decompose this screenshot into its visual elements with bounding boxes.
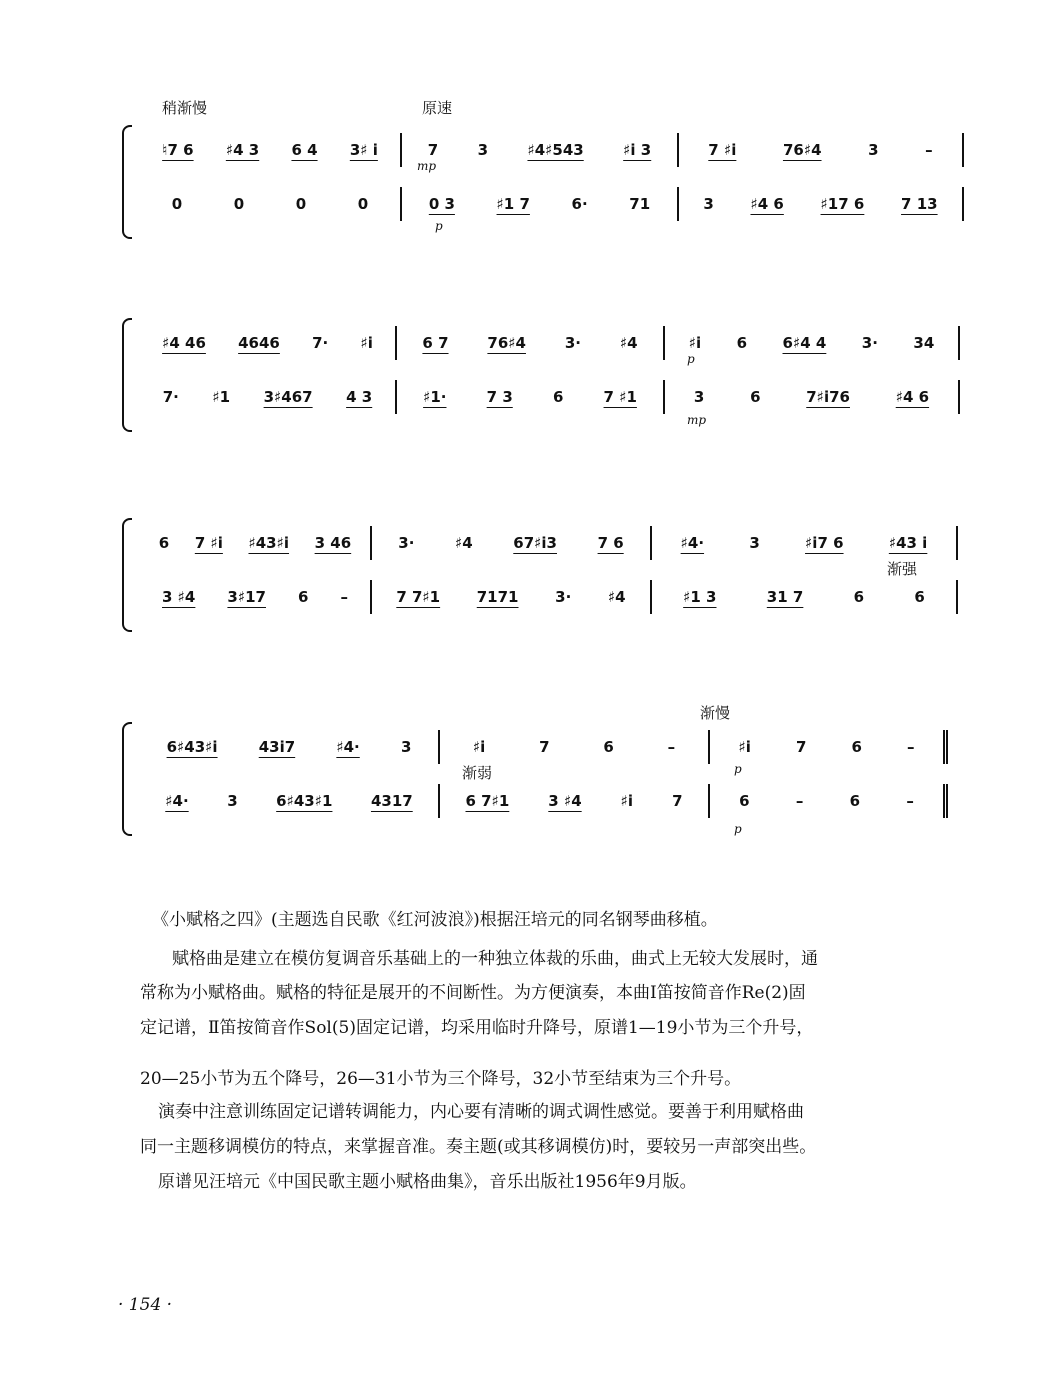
note-group: 0 xyxy=(233,195,245,213)
note-group: 7 13 xyxy=(901,195,938,213)
note-group: ♯17 6 xyxy=(820,195,865,213)
measure xyxy=(679,133,964,167)
measure xyxy=(402,133,679,167)
note-group: 6♯43♯i xyxy=(166,738,218,756)
note-group: 7 7♯1 xyxy=(396,588,441,606)
measure xyxy=(710,730,948,764)
note-group: 7 6 xyxy=(597,534,624,552)
note-group: ♯1 xyxy=(212,388,231,406)
dynamic-marking: mp xyxy=(417,159,437,173)
measure xyxy=(710,784,948,818)
measure xyxy=(140,380,397,414)
tempo-marking: 渐强 xyxy=(887,560,918,578)
measure xyxy=(665,380,960,414)
dynamic-marking: mp xyxy=(687,413,707,427)
note-group: 6 xyxy=(158,534,170,552)
note-group: ♯4· xyxy=(336,738,360,756)
note-group: 3 xyxy=(749,534,760,552)
score-system xyxy=(122,704,948,836)
note-group: – xyxy=(925,141,933,159)
note-group: 76♯4 xyxy=(487,334,526,352)
note-group: 3♯17 xyxy=(227,588,266,606)
note-group: ♯i 3 xyxy=(623,141,652,159)
note-group: 6 4 xyxy=(291,141,318,159)
system-bracket xyxy=(122,125,132,239)
note-group: ♯43 i xyxy=(888,534,928,552)
text-line: 《小赋格之四》(主题选自民歌《红河波浪》)根据汪培元的同名钢琴曲移植。 xyxy=(152,910,718,930)
tempo-marking: 渐弱 xyxy=(462,764,493,782)
text-line: 演奏中注意训练固定记谱转调能力，内心要有清晰的调式调性感觉。要善于利用赋格曲 xyxy=(158,1102,804,1122)
note-group: ♮7 6 xyxy=(162,141,194,159)
note-group: 7♯i76 xyxy=(806,388,850,406)
note-group: 7 ♯i xyxy=(194,534,223,552)
text-line: 赋格曲是建立在模仿复调音乐基础上的一种独立体裁的乐曲，曲式上无较大发展时，通 xyxy=(172,949,818,969)
note-group: ♯4· xyxy=(165,792,189,810)
text-line: 定记谱，Ⅱ笛按简音作Sol(5)固定记谱，均采用临时升降号，原谱1—19小节为三个升号， xyxy=(140,1018,814,1038)
note-group: 3 46 xyxy=(314,534,352,552)
note-group: ♯4 xyxy=(619,334,638,352)
note-group: 3 xyxy=(868,141,879,159)
tempo-marking: 原速 xyxy=(422,99,453,117)
note-group: 4 3 xyxy=(346,388,373,406)
note-group: 7· xyxy=(312,334,329,352)
lower-voice-staff xyxy=(140,380,960,414)
score-system xyxy=(122,99,964,235)
note-group: 7 xyxy=(539,738,550,756)
note-group: 34 xyxy=(913,334,935,352)
note-group: ♯4 6 xyxy=(750,195,784,213)
note-group: ♯i xyxy=(688,334,702,352)
lower-voice-staff xyxy=(140,580,958,614)
upper-voice-staff xyxy=(140,526,958,560)
note-group: ♯i xyxy=(472,738,486,756)
note-group: 7 3 xyxy=(486,388,513,406)
note-group: 6 xyxy=(736,334,748,352)
note-group: 0 xyxy=(171,195,183,213)
measure xyxy=(140,526,372,560)
note-group: ♯4· xyxy=(680,534,705,552)
dynamic-marking: p xyxy=(734,822,742,836)
note-group: 6 7 xyxy=(422,334,449,352)
note-group: 43i7 xyxy=(258,738,296,756)
note-group: 7171 xyxy=(476,588,519,606)
note-group: 7 xyxy=(795,738,807,756)
measure xyxy=(679,187,964,221)
note-group: ♯i xyxy=(738,738,751,756)
note-group: 71 xyxy=(629,195,651,213)
note-group: 3♯467 xyxy=(263,388,313,406)
note-group: ♯i7 6 xyxy=(805,534,844,552)
dynamic-marking: p xyxy=(435,219,443,233)
score-system xyxy=(122,518,958,628)
note-group: 3 xyxy=(227,792,238,810)
note-group: 7 xyxy=(427,141,439,159)
measure xyxy=(397,380,665,414)
measure xyxy=(397,326,665,360)
note-group: 7· xyxy=(162,388,179,406)
measure xyxy=(140,187,402,221)
note-group: ♯43♯i xyxy=(248,534,290,552)
note-group: 3 ♯4 xyxy=(548,792,582,810)
note-group: 76♯4 xyxy=(782,141,822,159)
note-group: ♯4 3 xyxy=(225,141,260,159)
note-group: 6 xyxy=(552,388,564,406)
measure xyxy=(140,326,397,360)
note-group: 6 xyxy=(750,388,761,406)
note-group: 6 7♯1 xyxy=(465,792,510,810)
measure xyxy=(440,730,710,764)
note-group: 7 xyxy=(672,792,683,810)
note-group: ♯1 3 xyxy=(683,588,717,606)
note-group: 6♯43♯1 xyxy=(276,792,333,810)
note-group: 3· xyxy=(564,334,581,352)
note-group: 6 xyxy=(739,792,750,810)
measure xyxy=(372,526,652,560)
measure xyxy=(402,187,679,221)
note-group: ♯1· xyxy=(423,388,447,406)
note-group: 3· xyxy=(861,334,878,352)
text-line: 同一主题移调模仿的特点，来掌握音准。奏主题(或其移调模仿)时，要较另一声部突出些。 xyxy=(140,1137,817,1157)
measure xyxy=(665,326,960,360)
note-group: 31 7 xyxy=(766,588,804,606)
note-group: 3 xyxy=(400,738,412,756)
page-number: · 154 · xyxy=(118,1295,173,1315)
note-group: 6 xyxy=(603,738,614,756)
measure xyxy=(440,784,710,818)
text-line: 常称为小赋格曲。赋格的特征是展开的不间断性。为方便演奏，本曲Ⅰ笛按简音作Re(2)固 xyxy=(140,983,806,1003)
measure xyxy=(140,133,402,167)
note-group: 6 xyxy=(849,792,861,810)
note-group: 3 xyxy=(693,388,705,406)
note-group: – xyxy=(906,792,914,810)
measure xyxy=(652,526,958,560)
lower-voice-staff xyxy=(140,187,964,221)
tempo-marking: 渐慢 xyxy=(700,704,731,722)
note-group: ♯4 xyxy=(607,588,626,606)
note-group: 7 ♯i xyxy=(708,141,737,159)
text-line: 原谱见汪培元《中国民歌主题小赋格曲集》，音乐出版社1956年9月版。 xyxy=(158,1172,697,1192)
note-group: – xyxy=(667,738,676,756)
note-group: 0 3 xyxy=(428,195,455,213)
system-bracket xyxy=(122,518,132,632)
upper-voice-staff xyxy=(140,133,964,167)
note-group: 0 xyxy=(295,195,307,213)
note-group: 6· xyxy=(571,195,588,213)
note-group: – xyxy=(795,792,804,810)
note-group: 3 xyxy=(477,141,489,159)
note-group: ♯4 46 xyxy=(162,334,206,352)
note-group: ♯1 7 xyxy=(496,195,530,213)
score-system xyxy=(122,318,960,428)
measure xyxy=(372,580,652,614)
dynamic-marking: p xyxy=(734,762,742,776)
upper-voice-staff xyxy=(140,326,960,360)
note-group: 67♯i3 xyxy=(513,534,557,552)
note-group: 3· xyxy=(555,588,572,606)
note-group: ♯i xyxy=(360,334,373,352)
note-group: 3♯ i xyxy=(349,141,378,159)
note-group: ♯4 xyxy=(455,534,473,552)
note-group: – xyxy=(906,738,915,756)
note-group: 6♯4 4 xyxy=(782,334,827,352)
note-group: 3· xyxy=(398,534,415,552)
note-group: – xyxy=(340,588,348,606)
note-group: 6 xyxy=(914,588,925,606)
note-group: 3 xyxy=(703,195,714,213)
upper-voice-staff xyxy=(140,730,948,764)
system-bracket xyxy=(122,722,132,836)
note-group: 4317 xyxy=(370,792,413,810)
note-group: 0 xyxy=(357,195,369,213)
note-group: ♯4 6 xyxy=(895,388,930,406)
system-bracket xyxy=(122,318,132,432)
measure xyxy=(140,580,372,614)
measure xyxy=(140,730,440,764)
tempo-marking: 稍渐慢 xyxy=(162,99,208,117)
text-line: 20—25小节为五个降号，26—31小节为三个降号，32小节至结束为三个升号。 xyxy=(140,1069,742,1089)
measure xyxy=(652,580,958,614)
note-group: 4646 xyxy=(238,334,280,352)
note-group: 7 ♯1 xyxy=(603,388,637,406)
note-group: 6 xyxy=(853,588,865,606)
note-group: ♯i xyxy=(620,792,634,810)
note-group: ♯4♯543 xyxy=(527,141,584,159)
measure xyxy=(140,784,440,818)
note-group: 6 xyxy=(851,738,862,756)
dynamic-marking: p xyxy=(687,352,695,366)
note-group: 3 ♯4 xyxy=(162,588,196,606)
lower-voice-staff xyxy=(140,784,948,818)
note-group: 6 xyxy=(298,588,309,606)
